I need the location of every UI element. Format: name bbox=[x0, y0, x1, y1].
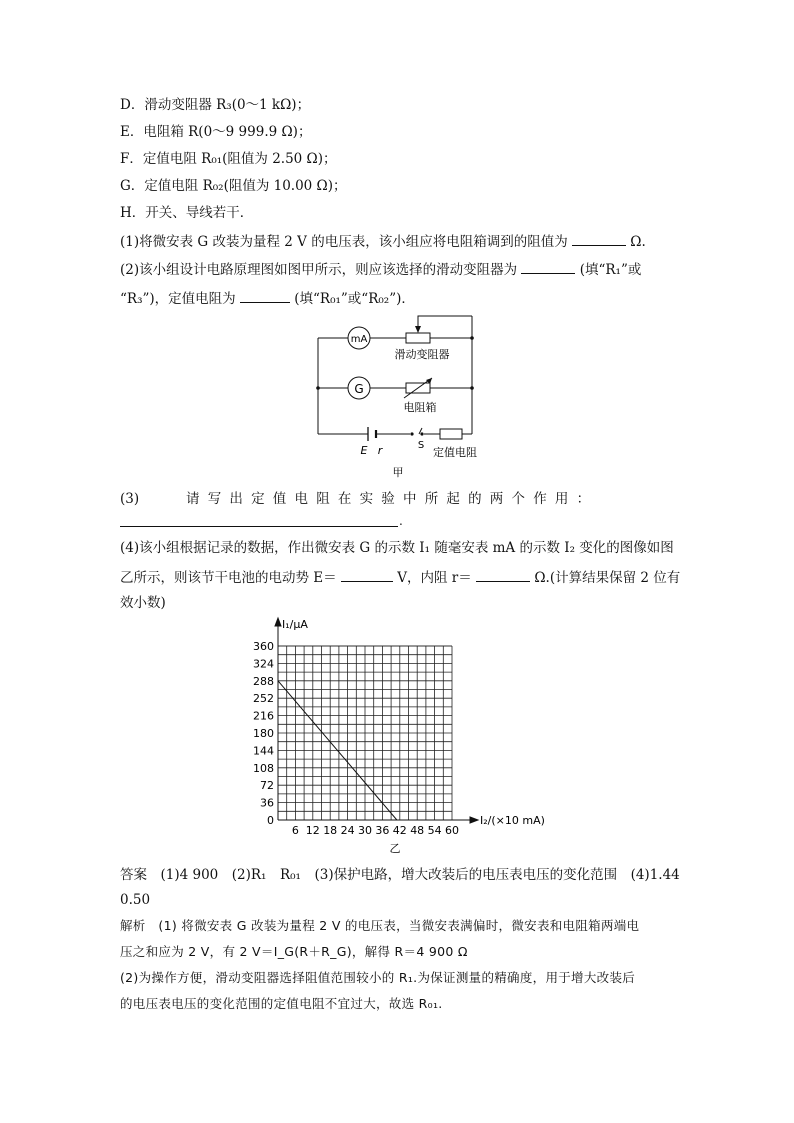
analysis-line4: 的电压表电压的变化范围的定值电阻不宜过大，故选 R₀₁. bbox=[120, 996, 443, 1011]
y-tick-label: 288 bbox=[253, 674, 274, 688]
x-axis-label: I₂/(×10 mA) bbox=[480, 814, 545, 827]
x-tick-label: 24 bbox=[340, 824, 355, 837]
x-tick-label: 12 bbox=[305, 824, 320, 837]
q1-unit: Ω. bbox=[630, 234, 646, 250]
y-tick-label: 72 bbox=[260, 779, 274, 793]
y-tick-label: 36 bbox=[260, 796, 274, 810]
option-h: H．开关、导线若干． bbox=[120, 205, 254, 221]
y-tick-label: 180 bbox=[253, 727, 274, 740]
fixed-resistor-label: 定值电阻 bbox=[433, 446, 477, 459]
q3-answer-line[interactable] bbox=[120, 526, 398, 527]
option-e: E．电阻箱 R(0～9 999.9 Ω)； bbox=[120, 124, 312, 140]
analysis-line2: 压之和应为 2 V，有 2 V＝I_G(R＋R_G)，解得 R＝4 900 Ω bbox=[120, 944, 468, 959]
q2-text: (2)该小组设计电路原理图如图甲所示，则应该选择的滑动变阻器为 bbox=[120, 262, 518, 278]
q3-label: (3) bbox=[120, 491, 140, 507]
question-2-line1 bbox=[120, 259, 641, 279]
question-2-line2 bbox=[120, 288, 415, 308]
q1-text: (1)将微安表 G 改装为量程 2 V 的电压表，该小组应将电阻箱调到的阻值为 bbox=[120, 234, 568, 250]
y-tick-label: 108 bbox=[253, 761, 274, 775]
y-tick-label: 0 bbox=[267, 814, 274, 827]
q4-r-text: V，内阻 r＝ bbox=[397, 570, 472, 586]
q2-slide-blank[interactable] bbox=[521, 259, 575, 274]
switch-label: S bbox=[417, 440, 425, 451]
x-tick-label: 42 bbox=[392, 824, 407, 837]
y-tick-label: 252 bbox=[253, 692, 274, 706]
slider-arrow bbox=[415, 326, 421, 333]
y-axis-arrow bbox=[275, 618, 281, 626]
question-1 bbox=[120, 231, 646, 251]
x-tick-label: 6 bbox=[291, 824, 299, 837]
q3-text: 请写出定值电阻在实验中所起的两个作用： bbox=[186, 491, 599, 507]
option-d: D．滑动变阻器 R₃(0～1 kΩ)； bbox=[120, 97, 311, 113]
question-4-line2 bbox=[120, 567, 680, 587]
q4-emf-blank[interactable] bbox=[341, 567, 393, 582]
answer-line1: 答案 (1)4 900 (2)R₁ R₀₁ (3)保护电路，增大改装后的电压表电压的变化范围 (4)1.44 bbox=[120, 867, 680, 883]
question-4-line1: (4)该小组根据记录的数据，作出微安表 G 的示数 I₁ 随毫安表 mA 的示数 I₂ 变化的图像如图 bbox=[120, 540, 674, 556]
x-tick-label: 36 bbox=[375, 824, 390, 837]
internal-r-label: r bbox=[377, 444, 383, 457]
q2-hint: (填“R₁”或 bbox=[579, 262, 642, 278]
circuit-diagram bbox=[300, 308, 490, 480]
q2-text2: “R₃”)，定值电阻为 bbox=[120, 291, 236, 307]
analysis-line1: 解析 (1) 将微安表 G 改装为量程 2 V 的电压表，当微安表满偏时，微安表和电阻箱两端电 bbox=[120, 918, 640, 933]
x-tick-label: 54 bbox=[427, 824, 442, 837]
question-4-line3: 效小数) bbox=[120, 595, 166, 611]
option-g: G．定值电阻 R₀₂(阻值为 10.00 Ω)； bbox=[120, 178, 347, 194]
y-tick-label: 144 bbox=[253, 744, 274, 758]
x-axis-arrow bbox=[470, 817, 478, 823]
y-tick-label: 360 bbox=[253, 640, 274, 653]
q1-answer-blank[interactable] bbox=[572, 231, 626, 246]
q4-r-blank[interactable] bbox=[476, 567, 530, 582]
q2-fixed-blank[interactable] bbox=[240, 288, 290, 303]
figure-b-caption: 乙 bbox=[389, 842, 401, 855]
x-tick-label: 48 bbox=[410, 824, 425, 837]
x-tick-label: 30 bbox=[358, 824, 372, 837]
x-tick-label: 60 bbox=[445, 824, 459, 837]
graph-i1-i2 bbox=[240, 612, 560, 860]
figure-a-caption: 甲 bbox=[392, 466, 404, 479]
y-axis-label: I₁/μA bbox=[282, 618, 308, 631]
y-tick-label: 324 bbox=[253, 657, 274, 671]
option-f: F．定值电阻 R₀₁(阻值为 2.50 Ω)； bbox=[120, 151, 337, 167]
milliammeter-label: mA bbox=[350, 334, 368, 345]
emf-label: E bbox=[360, 444, 368, 457]
galvanometer-label: G bbox=[354, 382, 364, 396]
slide-rheostat-label: 滑动变阻器 bbox=[394, 348, 450, 361]
q4-tail: Ω.(计算结果保留 2 位有 bbox=[534, 570, 681, 586]
x-tick-label: 18 bbox=[323, 824, 338, 837]
analysis-line3: (2)为操作方便，滑动变阻器选择阻值范围较小的 R₁.为保证测量的精确度，用于增大改装后 bbox=[120, 970, 636, 985]
q4-emf-text: 乙所示，则该节干电池的电动势 E＝ bbox=[120, 570, 337, 586]
answer-line2: 0.50 bbox=[120, 892, 151, 908]
q2-hint2: (填“R₀₁”或“R₀₂”)． bbox=[294, 291, 415, 307]
question-3 bbox=[120, 490, 680, 508]
y-tick-label: 216 bbox=[253, 709, 274, 723]
resistance-box-label: 电阻箱 bbox=[403, 401, 437, 414]
